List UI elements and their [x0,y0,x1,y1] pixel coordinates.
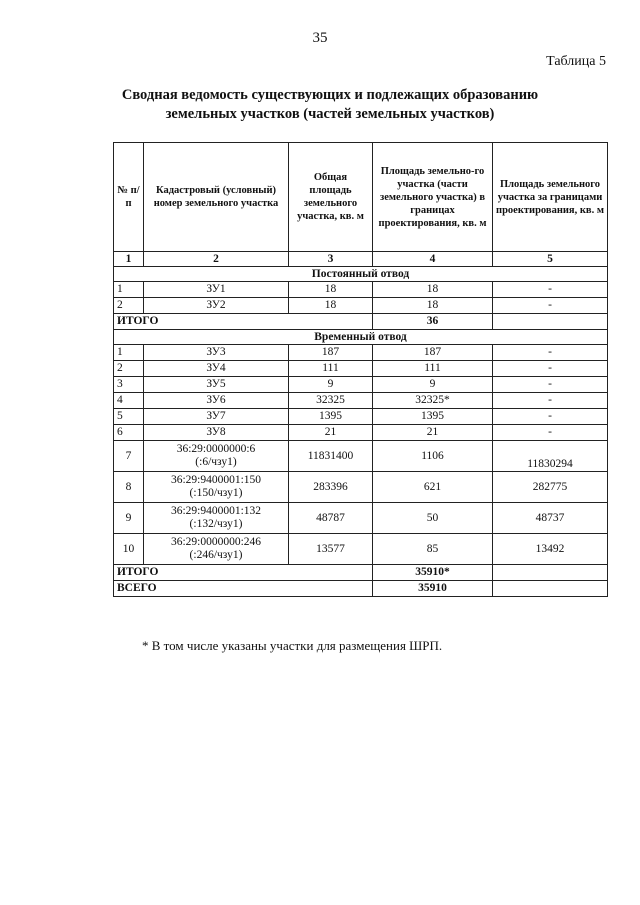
subtotal-empty [493,565,608,581]
row-number: 3 [114,377,144,393]
document-title: Сводная ведомость существующих и подлежащих образованию земельных участков (частей земельных участков) [121,87,539,122]
row-number: 5 [114,409,144,425]
subtotal-row-permanent [114,314,608,330]
header-area-outside: Площадь земельного участка за границами проектирования, кв. м [493,143,608,252]
row-number: 1 [114,345,144,361]
total-area: 187 [289,345,373,361]
table-label: Таблица 5 [546,54,606,69]
subtotal-label: ИТОГО [114,565,373,581]
area-inside: 85 [373,534,493,565]
column-number: 2 [144,252,289,267]
area-inside: 187 [373,345,493,361]
total-area: 21 [289,425,373,441]
total-area: 283396 [289,472,373,503]
column-number: 4 [373,252,493,267]
area-inside: 111 [373,361,493,377]
footnote: * В том числе указаны участки для размещения ШРП. [142,638,443,653]
area-outside: 11830294 [493,441,608,472]
subtotal-value: 35910* [373,565,493,581]
table-row [114,472,608,503]
land-plots-table [113,142,608,597]
total-area: 13577 [289,534,373,565]
total-area: 18 [289,298,373,314]
total-area: 32325 [289,393,373,409]
cadastral-number: ЗУ6 [144,393,289,409]
total-area: 11831400 [289,441,373,472]
cadastral-number [144,441,289,472]
header-cadastral-number: Кадастровый (условный) номер земельного участка [144,143,289,252]
row-number: 8 [114,472,144,503]
total-area: 111 [289,361,373,377]
table-row [114,282,608,298]
grand-total-row [114,581,608,597]
cadastral-number-line: 36:29:9400001:150 [170,474,262,486]
section-header-temporary [114,330,608,345]
table-row [114,361,608,377]
table-header-row [114,143,608,252]
table-row [114,298,608,314]
grand-total-label: ВСЕГО [114,581,373,597]
cadastral-number: ЗУ5 [144,377,289,393]
row-number: 10 [114,534,144,565]
cadastral-number: ЗУ1 [144,282,289,298]
header-total-area: Общая площадь земельного участка, кв. м [289,143,373,252]
area-inside: 621 [373,472,493,503]
area-outside: - [493,425,608,441]
cadastral-number: ЗУ8 [144,425,289,441]
area-outside: - [493,345,608,361]
cadastral-part-line: (:150/чзу1) [189,487,243,499]
section-label: Постоянный отвод [114,267,608,282]
total-area: 48787 [289,503,373,534]
cadastral-part-line: (:6/чзу1) [195,456,237,468]
area-outside: 13492 [493,534,608,565]
area-outside: 48737 [493,503,608,534]
section-header-permanent [114,267,608,282]
cadastral-part-line: (:132/чзу1) [189,518,243,530]
row-number: 2 [114,361,144,377]
cadastral-number-line: 36:29:9400001:132 [170,505,262,517]
subtotal-empty [493,314,608,330]
grand-total-empty [493,581,608,597]
area-inside: 18 [373,282,493,298]
table-row [114,441,608,472]
column-number: 1 [114,252,144,267]
area-outside: - [493,282,608,298]
subtotal-label: ИТОГО [114,314,373,330]
area-outside: - [493,409,608,425]
subtotal-row-temporary [114,565,608,581]
column-number: 5 [493,252,608,267]
cadastral-number [144,472,289,503]
area-inside: 32325* [373,393,493,409]
area-outside: - [493,361,608,377]
cadastral-number: ЗУ7 [144,409,289,425]
cadastral-number: ЗУ3 [144,345,289,361]
section-label: Временный отвод [114,330,608,345]
table-row [114,534,608,565]
row-number: 9 [114,503,144,534]
column-numbers-row [114,252,608,267]
table-row [114,393,608,409]
cadastral-part-line: (:246/чзу1) [189,549,243,561]
subtotal-value: 36 [373,314,493,330]
total-area: 18 [289,282,373,298]
grand-total-value: 35910 [373,581,493,597]
column-number: 3 [289,252,373,267]
row-number: 7 [114,441,144,472]
area-inside: 1395 [373,409,493,425]
table-row [114,425,608,441]
table-row [114,345,608,361]
cadastral-number: ЗУ2 [144,298,289,314]
row-number: 2 [114,298,144,314]
area-inside: 21 [373,425,493,441]
area-inside: 18 [373,298,493,314]
total-area: 1395 [289,409,373,425]
area-outside: - [493,377,608,393]
table-row [114,377,608,393]
header-area-inside: Площадь земельно-го участка (части земельного участка) в границах проектирования, кв. м [373,143,493,252]
area-outside: 282775 [493,472,608,503]
table-row [114,409,608,425]
row-number: 1 [114,282,144,298]
header-number: № п/п [114,143,144,252]
cadastral-number: ЗУ4 [144,361,289,377]
area-outside: - [493,393,608,409]
cadastral-number-line: 36:29:0000000:246 [170,536,262,548]
cadastral-number-line: 36:29:0000000:6 [176,443,256,455]
cadastral-number [144,503,289,534]
area-inside: 9 [373,377,493,393]
cadastral-number [144,534,289,565]
page-number: 35 [312,30,328,46]
area-inside: 50 [373,503,493,534]
total-area: 9 [289,377,373,393]
row-number: 4 [114,393,144,409]
table-row [114,503,608,534]
row-number: 6 [114,425,144,441]
area-inside: 1106 [373,441,493,472]
area-outside: - [493,298,608,314]
